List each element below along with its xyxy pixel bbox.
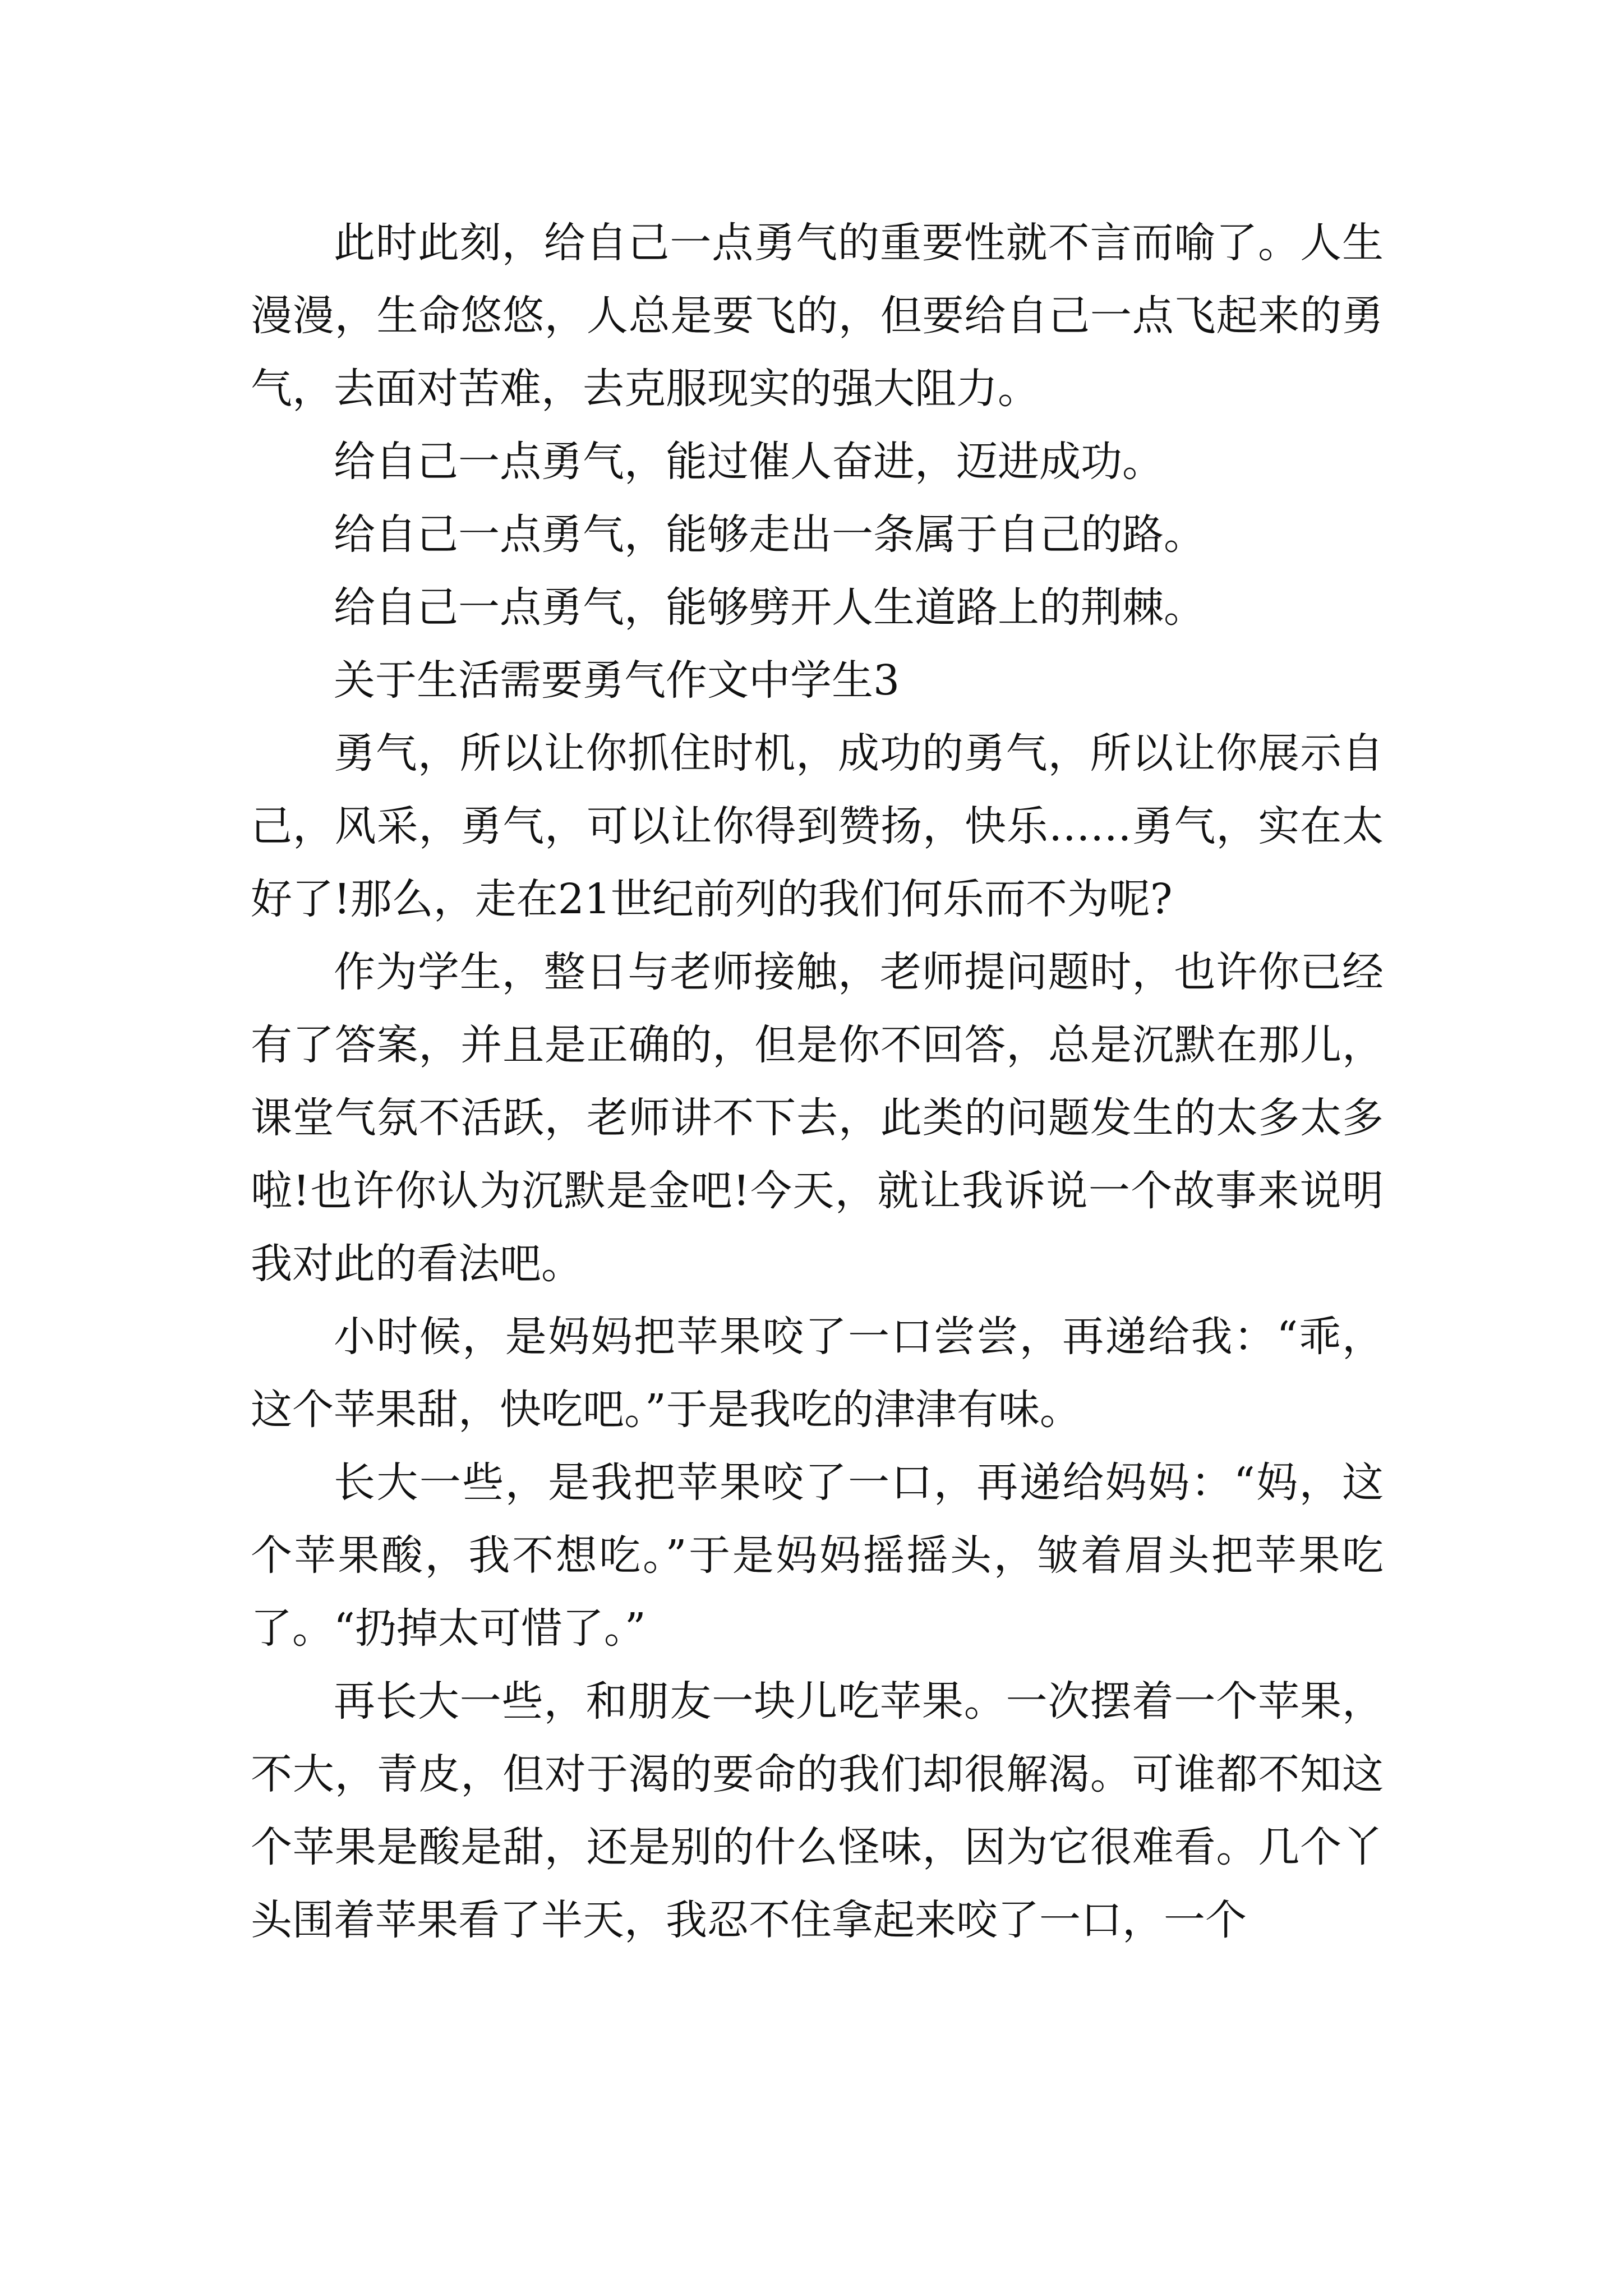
paragraph: 给自己一点勇气，能够劈开人生道路上的荆棘。 — [334, 583, 1205, 632]
document-body — [251, 206, 1384, 1957]
paragraph: 长大一些，是我把苹果咬了一口，再递给妈妈：“妈，这个苹果酸，我不想吃。”于是妈妈摇摇头，皱着眉头把苹果吃了。“扔掉太可惜了。” — [251, 1458, 1384, 1653]
paragraph: 给自己一点勇气，能够走出一条属于自己的路。 — [334, 510, 1205, 559]
paragraph: 再长大一些，和朋友一块儿吃苹果。一次摆着一个苹果，不大，青皮，但对于渴的要命的我们却很解渴。可谁都不知这个苹果是酸是甜，还是别的什么怪味，因为它很难看。几个丫头围着苹果看了半天，我忍不住拿起来咬了一口，一个 — [251, 1677, 1384, 1944]
paragraph: 此时此刻，给自己一点勇气的重要性就不言而喻了。人生漫漫，生命悠悠，人总是要飞的，但要给自己一点飞起来的勇气，去面对苦难，去克服现实的强大阻力。 — [251, 219, 1384, 413]
section-heading: 关于生活需要勇气作文中学生3 — [334, 656, 900, 705]
paragraph: 小时候，是妈妈把苹果咬了一口尝尝，再递给我：“乖，这个苹果甜，快吃吧。”于是我吃的津津有味。 — [251, 1313, 1384, 1434]
paragraph: 给自己一点勇气，能过催人奋进，迈进成功。 — [334, 438, 1164, 486]
paragraph: 勇气，所以让你抓住时机，成功的勇气，所以让你展示自己，风采，勇气，可以让你得到赞扬，快乐……勇气，实在太好了!那么，走在21世纪前列的我们何乐而不为呢? — [251, 729, 1384, 923]
paragraph: 作为学生，整日与老师接触，老师提问题时，也许你已经有了答案，并且是正确的，但是你不回答，总是沉默在那儿，课堂气氛不活跃，老师讲不下去，此类的问题发生的太多太多啦!也许你认为沉默是金吧!今天，就让我诉说一个故事来说明我对此的看法吧。 — [251, 948, 1384, 1288]
